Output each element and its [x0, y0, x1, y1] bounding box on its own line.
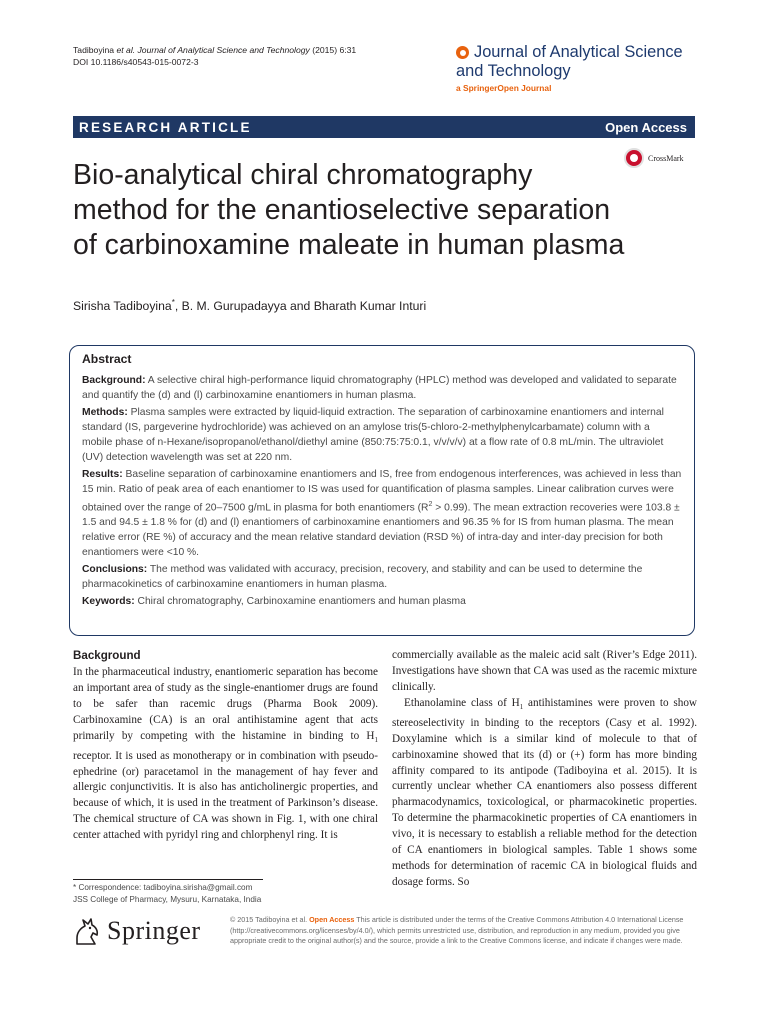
springer-logo[interactable] — [73, 916, 201, 946]
footnote-affiliation: JSS College of Pharmacy, Mysuru, Karnataka, India — [73, 895, 262, 904]
abstract-background-label: Background: — [82, 375, 146, 386]
citation-journal: Journal of Analytical Science and Technology — [135, 45, 310, 55]
abstract-results-text-1: Baseline separation of carbinoxamine enantiomers and IS, free from endogenous interferences, was achieved in less than 15 min. Ratio of peak area of each enantiomer to IS was used for quantification of plasma samples. Linear calibration curves were obtained over the range of 20–7500 g/mL in plasma for both enantiomers (R — [82, 469, 682, 514]
author-list — [73, 298, 426, 313]
abstract-results-text-2: > 0.99). The mean extraction recoveries were 103.8 ± 1.5 and 94.5 ± 1.8 % for (d) and (l) enantiomers of carbinoxamine enantiomers and 96.35 % for IS from human plasma. The mean relative error (RE %) of accuracy and the mean relative standard deviation (RSD %) of intra-day and inter-day precision for both enantiomers were <10 %. — [82, 502, 680, 559]
citation-line — [73, 44, 356, 56]
abstract-heading: Abstract — [82, 352, 132, 366]
abstract-results — [82, 467, 682, 560]
author-corresponding[interactable]: Sirisha Tadiboyina — [73, 299, 172, 314]
abstract-background — [82, 373, 682, 403]
abstract-conclusions-text: The method was validated with accuracy, precision, recovery, and stability and can be used to determine the pharmacokinetics of carbinoxamine enantiomers in human plasma. — [82, 564, 643, 591]
license-open-access: Open Access — [309, 915, 355, 924]
body-paragraph — [392, 696, 697, 891]
footnote — [73, 882, 261, 906]
footnote-divider — [73, 879, 263, 880]
body-text: In the pharmaceutical industry, enantiomeric separation has become an important area of study as the single-enantiomer drugs are found to be safer than racemic drugs (Pharma Book 2009). Carbinoxamine (CA) is an oral antihistamine agent that acts primarily by competing with the histamine in binding to H — [73, 665, 378, 742]
crossmark-label: CrossMark — [648, 153, 684, 163]
body-column-right — [392, 648, 697, 891]
doi[interactable]: DOI 10.1186/s40543-015-0072-3 — [73, 57, 199, 67]
citation-etal: et al. — [116, 45, 136, 55]
author-others: , B. M. Gurupadayya and Bharath Kumar Inturi — [174, 299, 427, 314]
article-type-banner — [73, 116, 695, 138]
journal-brand[interactable] — [456, 43, 706, 93]
subscript: 1 — [374, 735, 378, 744]
springer-horse-icon — [73, 916, 101, 946]
abstract-results-sup: 2 — [428, 501, 433, 508]
citation-header — [73, 44, 356, 68]
subscript: 1 — [519, 702, 524, 711]
body-text: receptor. It is used as monotherapy or in combination with pseudo-ephedrine (or) paracetamol in the management of hay fever and allergic conjunctivitis. It is also has anticholinergic properties, and because of which, it is used in the treatment of Parkinson’s disease. The chemical structure of CA was shown in Fig. 1, with one chiral center attached with pyridyl ring and chlorphenyl ring. It is — [73, 749, 378, 842]
abstract-methods-label: Methods: — [82, 407, 128, 418]
abstract-methods — [82, 405, 682, 465]
body-paragraph — [73, 665, 378, 844]
license-copyright: © 2015 Tadiboyina et al. — [230, 915, 310, 924]
body-paragraph: commercially available as the maleic acid salt (River’s Edge 2011). Investigations have shown that CA was used as the racemic mixture clinically. — [392, 649, 697, 693]
abstract-box — [69, 345, 695, 636]
abstract-results-label: Results: — [82, 469, 123, 480]
body-text: antihistamines were proven to show stereoselectivity in binding to the receptors (Casy et al. 1992). Doxylamine which is a similar kind of molecule to that of carbinoxamine showed that its (d) or (+) form has more binding affinity compared to its antipode (Tadiboyina et al. 2015). It is currently unclear whether CA enantiomers also possess different pharmacodynamics, toxicological, or pharmacokinetic properties. To determine the pharmacokinetic properties of CA enantiomers in vivo, it is necessary to establish a reliable method for the detection of CA enantiomers in biological samples. Table 1 shows some methods for determination of racemic CA in biological fluids and dosage forms. So — [392, 696, 697, 888]
body-column-left — [73, 648, 378, 844]
abstract-conclusions — [82, 562, 682, 592]
license-notice — [230, 915, 702, 947]
body-text: Ethanolamine class of H — [404, 696, 520, 709]
abstract-keywords — [82, 594, 682, 609]
article-type-label: RESEARCH ARTICLE — [79, 119, 252, 135]
footnote-correspondence[interactable]: * Correspondence: tadiboyina.sirisha@gmail.com — [73, 883, 253, 892]
abstract-methods-text: Plasma samples were extracted by liquid-liquid extraction. The separation of carbinoxamine enantiomers and internal standard (IS, pargeverine hydrochloride) was achieved on an amylose tris(5-chloro-2-methylphenylcarbamate) column with a mobile phase of n-Hexane/isopropanol/ethanol/diethyl amine (850:75:75:0.1, v/v/v/v) at a flow rate of 0.8 mL/min. The ultraviolet (UV) detection wavelength was set at 220 nm. — [82, 407, 664, 463]
journal-name-line1: Journal of Analytical Science — [474, 43, 683, 61]
journal-name-line2: and Technology — [456, 62, 571, 80]
open-access-label: Open Access — [605, 119, 687, 135]
author-asterisk: * — [171, 298, 175, 307]
abstract-conclusions-label: Conclusions: — [82, 564, 148, 576]
journal-subtitle: a SpringerOpen Journal — [456, 83, 552, 93]
abstract-keywords-label: Keywords: — [82, 596, 135, 608]
springer-wordmark: Springer — [107, 916, 201, 945]
citation-volume: (2015) 6:31 — [309, 45, 357, 55]
citation-authors: Tadiboyina — [73, 45, 117, 55]
abstract-background-text: A selective chiral high-performance liquid chromatography (HPLC) method was developed and validated to separate and quantify the (d) and (l) carbinoxamine enantiomers in human plasma. — [82, 375, 677, 401]
license-text: This article is distributed under the terms of the Creative Commons Attribution 4.0 International License (http://creativecommons.org/licenses/by/4.0/), which permits unrestricted use, distribution, and reproduction in any medium, provided you give appropriate credit to the original author(s) and the source, provide a link to the Creative Commons license, and indicate if changes were made. — [230, 915, 684, 945]
article-title: Bio-analytical chiral chromatography method for the enantioselective separation of carbinoxamine maleate in human plasma — [73, 159, 625, 261]
section-heading-background: Background — [73, 649, 141, 662]
abstract-keywords-text: Chiral chromatography, Carbinoxamine enantiomers and human plasma — [134, 596, 466, 608]
journal-logo-icon — [456, 46, 469, 59]
